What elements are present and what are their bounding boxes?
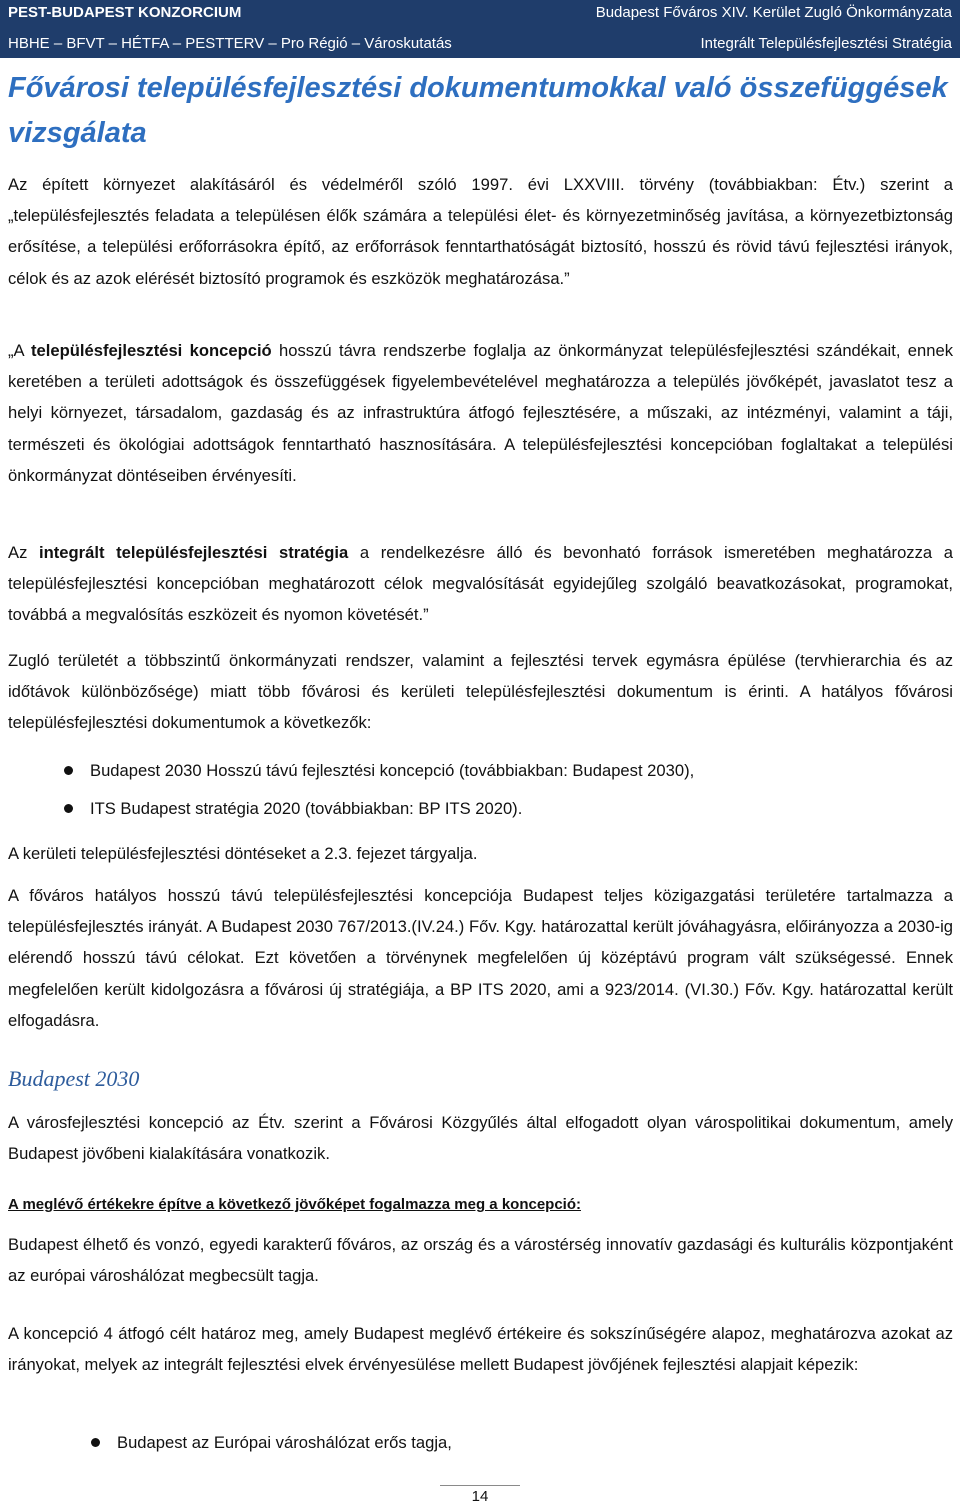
header-row-top xyxy=(8,2,952,24)
atfogo-celok-paragraph: A koncepció 4 átfogó célt határoz meg, amely Budapest meglévő értékeire és sokszínűségére alapoz, meghatározva azokat az irányokat, melyek az integrált fejlesztési elvek érvényesülése mellett Budapest jövőjének fejlesztési alapjait képezik: xyxy=(8,1324,953,1375)
kerulet-reference-paragraph: A kerületi településfejlesztési döntéseket a 2.3. fejezet tárgyalja. xyxy=(8,844,478,863)
koncepcio-term: településfejlesztési koncepció xyxy=(31,341,272,360)
strategia-text-start: Az xyxy=(8,543,40,562)
list-item-text: Budapest 2030 Hosszú távú fejlesztési koncepció (továbbiakban: Budapest 2030), xyxy=(90,761,695,780)
bullet-icon xyxy=(64,804,73,813)
bullet-icon xyxy=(64,766,73,775)
varosfejlesztesi-koncepcio-paragraph: A városfejlesztési koncepció az Étv. szerint a Fővárosi Közgyűlés által elfogadott olyan várospolitikai dokumentum, amely Budapest jövőbeni kialakítására vonatkozik. xyxy=(8,1113,953,1164)
koncepcio-text-start: „A xyxy=(8,341,32,360)
header-row-bottom xyxy=(8,33,952,55)
page-title: Fővárosi településfejlesztési dokumentumokkal való összefüggések vizsgálata xyxy=(8,72,948,149)
jovokep-paragraph: Budapest élhető és vonzó, egyedi karakterű főváros, az ország és a várostérség innovatív gazdasági és kulturális központjaként az európai városhálózat megbecsült tagja. xyxy=(8,1235,953,1286)
koncepcio-definition-paragraph xyxy=(8,335,953,491)
koncepcio-text-rest: hosszú távra rendszerbe foglalja az önkormányzat településfejlesztési szándékait, ennek keretében a területi adottságok és összefüggések figyelembevételével meghatározza a település jövőképét, javaslatot tesz a helyi környezet, társadalom, gazdaság és az infrastruktúra átfogó fejlesztésére, a műszaki, az intézményi, valamint a táji, természeti és ökológiai adottságok fenntartható hasznosítására. A településfejlesztési koncepcióban foglaltakat a települési önkormányzat döntéseiben érvényesíti. xyxy=(8,341,954,485)
bullet-icon xyxy=(91,1438,100,1447)
strategia-definition-paragraph xyxy=(8,537,953,631)
section-heading-budapest-2030: Budapest 2030 xyxy=(8,1066,140,1091)
footer-divider xyxy=(440,1485,520,1486)
header-document: Integrált Településfejlesztési Stratégia xyxy=(700,35,952,52)
etv-quote-paragraph: Az épített környezet alakításáról és védelméről szóló 1997. évi LXXVIII. törvény (továbbiakban: Étv.) szerint a „településfejlesztés feladata a településen élők számára a települési élet- és környezetminőség javítása, a környezetbiztonság erősítése, a települési erőforrásokra építő, az erőforrások fenntarthatóságát biztosító, hosszú és rövid távú fejlesztési irányok, célok és az azok elérését biztosító programok és eszközök meghatározása.” xyxy=(8,175,953,288)
page-number: 14 xyxy=(471,1488,489,1505)
header-org: PEST-BUDAPEST KONZORCIUM xyxy=(8,4,242,21)
header-client: Budapest Főváros XIV. Kerület Zugló Önkormányzata xyxy=(595,4,952,21)
strategia-term: integrált településfejlesztési stratégia xyxy=(39,543,349,562)
list-item-text: ITS Budapest stratégia 2020 (továbbiakban: BP ITS 2020). xyxy=(90,799,523,818)
page-header xyxy=(0,0,960,58)
strategia-text-rest: a rendelkezésre álló és bevonható források ismeretében meghatározza a településfejlesztési koncepcióban meghatározott célok megvalósítását egyidejűleg szolgáló beavatkozásokat, programokat, továbbá a megvalósítás eszközeit és nyomon követését.” xyxy=(8,543,953,625)
zuglo-context-paragraph: Zugló területét a többszintű önkormányzati rendszer, valamint a fejlesztési tervek egymásra épülése (tervhierarchia és az időtávok különbözősége) miatt több fővárosi és kerületi településfejlesztési dokumentum is érinti. A hatályos fővárosi településfejlesztési dokumentumok a következők: xyxy=(8,651,953,733)
list-item-text: Budapest az Európai városhálózat erős tagja, xyxy=(117,1433,452,1452)
jovokep-heading: A meglévő értékekre építve a következő jövőképet fogalmazza meg a koncepció: xyxy=(8,1196,581,1213)
fovaros-koncepcio-paragraph: A főváros hatályos hosszú távú településfejlesztési koncepciója Budapest teljes közigazgatási területére tartalmazza a településfejlesztés irányát. A Budapest 2030 767/2013.(IV.24.) Főv. Kgy. határozattal került jóváhagyásra, előirányozza a 2030-ig elérendő hosszú távú célokat. Ezt követően a törvénynek megfelelően új középtávú program vált szükségessé. Ennek megfelelően került kidolgozásra a fővárosi új stratégiája, a BP ITS 2020, ami a 923/2014. (VI.30.) Főv. Kgy. határozattal került elfogadásra. xyxy=(8,886,953,1030)
header-partners: HBHE – BFVT – HÉTFA – PESTTERV – Pro Régió – Városkutatás xyxy=(8,35,452,52)
